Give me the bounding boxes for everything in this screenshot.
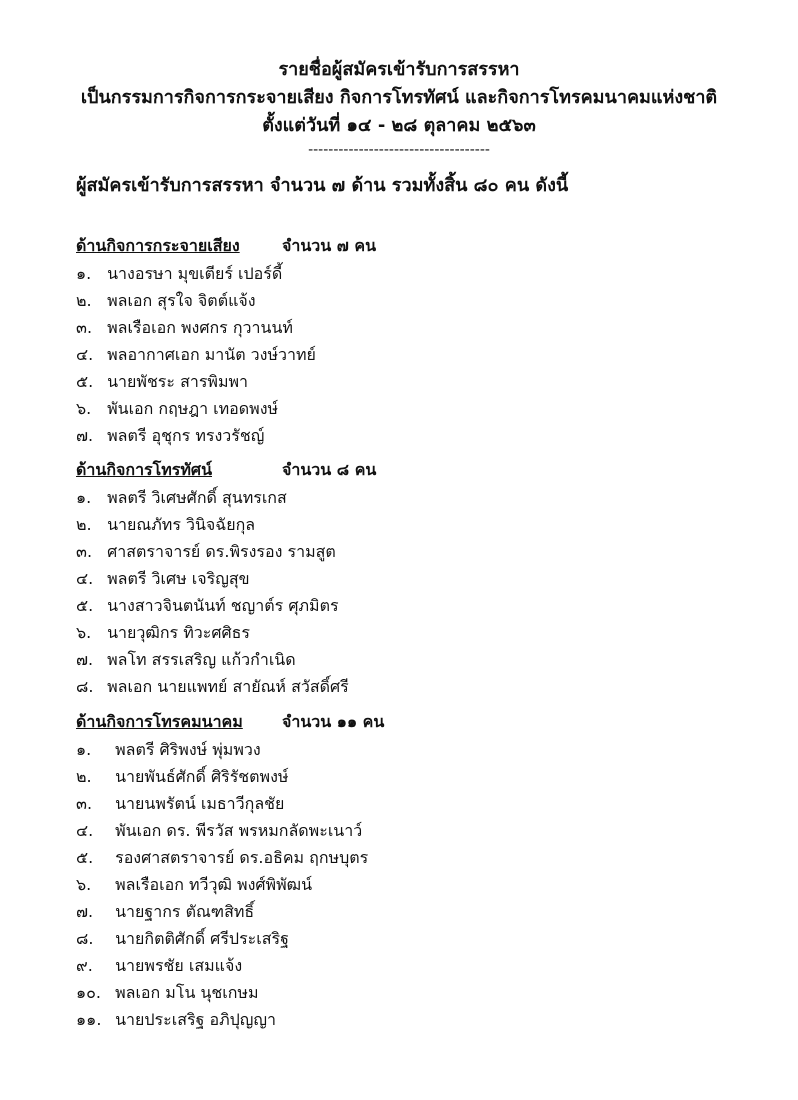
item-number: ๔. — [76, 569, 94, 588]
list-item — [76, 287, 756, 314]
candidate-name: พันเอก กฤษฎา เทอดพงษ์ — [107, 399, 279, 418]
list-item — [76, 979, 756, 1006]
item-number: ๖. — [76, 875, 92, 894]
title-line-2: เป็นกรรมการกิจการกระจายเสียง กิจการโทรทัศน์ และกิจการโทรคมนาคมแห่งชาติ — [80, 87, 718, 108]
candidate-list — [76, 484, 756, 700]
title-line-1: รายชื่อผู้สมัครเข้ารับการสรรหา — [278, 59, 520, 80]
item-number: ๔. — [76, 821, 94, 840]
section-count: จำนวน ๘ คน — [282, 460, 377, 479]
item-number: ๔. — [76, 345, 94, 364]
item-number: ๖. — [76, 623, 92, 642]
candidate-name: พลเอก สุรใจ จิตต์แจ้ง — [107, 291, 256, 310]
candidate-name: นายพรชัย เสมแจ้ง — [115, 956, 243, 975]
list-item — [76, 925, 756, 952]
item-number: ๕. — [76, 596, 94, 615]
list-item — [76, 565, 756, 592]
list-item — [76, 395, 756, 422]
section-header — [76, 232, 756, 260]
candidate-name: นายนพรัตน์ เมธาวีกุลชัย — [115, 794, 285, 813]
section-title: ด้านกิจการโทรทัศน์ — [76, 460, 213, 479]
candidate-name: รองศาสตราจารย์ ดร.อธิคม ฤกษบุตร — [115, 848, 369, 867]
candidate-name: พลตรี อุชุกร ทรงวรัชญ์ — [107, 426, 265, 445]
item-number: ๒. — [76, 291, 92, 310]
list-item — [76, 646, 756, 673]
item-number: ๕. — [76, 848, 94, 867]
title-divider: ------------------------------------ — [308, 142, 490, 158]
list-item — [76, 871, 756, 898]
list-item — [76, 736, 756, 763]
list-item — [76, 763, 756, 790]
candidate-name: ศาสตราจารย์ ดร.พิรงรอง รามสูต — [107, 542, 336, 561]
candidate-name: นายพัชระ สารพิมพา — [107, 372, 249, 391]
section-broadcasting — [76, 232, 756, 449]
candidate-list — [76, 736, 756, 1033]
candidate-name: นางสาวจินตนันท์ ชญาต์ร ศุภมิตร — [107, 596, 339, 615]
candidate-name: พลตรี วิเศษ เจริญสุข — [107, 569, 250, 588]
candidate-name: พลเรือเอก พงศกร กุวานนท์ — [107, 318, 293, 337]
item-number: ๑๐. — [76, 983, 102, 1002]
candidate-name: พลอากาศเอก มานัต วงษ์วาทย์ — [107, 345, 316, 364]
list-item — [76, 511, 756, 538]
candidate-name: นายวุฒิกร ทิวะศศิธร — [107, 623, 250, 642]
item-number: ๗. — [76, 650, 94, 669]
candidate-name: พลตรี วิเศษศักดิ์ สุนทรเกส — [107, 488, 287, 507]
candidate-name: นางอรษา มุขเตียร์ เปอร์ดี้ — [107, 264, 283, 283]
item-number: ๑. — [76, 264, 92, 283]
candidate-name: นายประเสริฐ อภิปุญญา — [115, 1010, 277, 1029]
candidate-name: นายฐากร ตัณฑสิทธิ์ — [115, 902, 255, 921]
item-number: ๑. — [76, 488, 92, 507]
list-item — [76, 538, 756, 565]
candidate-list — [76, 260, 756, 449]
candidate-name: พลเอก นายแพทย์ สายัณห์ สวัสดิ์ศรี — [107, 677, 349, 696]
section-header — [76, 708, 756, 736]
list-item — [76, 619, 756, 646]
candidate-name: นายพันธ์ศักดิ์ ศิริรัชตพงษ์ — [115, 767, 289, 786]
list-item — [76, 484, 756, 511]
list-item — [76, 844, 756, 871]
list-item — [76, 592, 756, 619]
item-number: ๑๑. — [76, 1010, 102, 1029]
list-item — [76, 817, 756, 844]
candidate-name: นายณภัทร วินิจฉัยกุล — [107, 515, 256, 534]
section-television — [76, 456, 756, 700]
list-item — [76, 260, 756, 287]
list-item — [76, 1006, 756, 1033]
item-number: ๒. — [76, 767, 92, 786]
item-number: ๘. — [76, 929, 94, 948]
item-number: ๖. — [76, 399, 92, 418]
candidate-name: พันเอก ดร. พีรวัส พรหมกลัดพะเนาว์ — [115, 821, 363, 840]
item-number: ๓. — [76, 318, 93, 337]
item-number: ๕. — [76, 372, 94, 391]
list-item — [76, 341, 756, 368]
section-header — [76, 456, 756, 484]
section-title: ด้านกิจการกระจายเสียง — [76, 236, 240, 255]
title-line-3: ตั้งแต่วันที่ ๑๔ - ๒๘ ตุลาคม ๒๕๖๓ — [262, 115, 536, 136]
summary-line: ผู้สมัครเข้ารับการสรรหา จำนวน ๗ ด้าน รวมทั้งสิ้น ๘๐ คน ดังนี้ — [76, 175, 569, 196]
item-number: ๓. — [76, 794, 93, 813]
list-item — [76, 673, 756, 700]
list-item — [76, 368, 756, 395]
candidate-name: พลโท สรรเสริญ แก้วกำเนิด — [107, 650, 296, 669]
section-telecommunications — [76, 708, 756, 1033]
item-number: ๗. — [76, 426, 94, 445]
section-title: ด้านกิจการโทรคมนาคม — [76, 712, 243, 731]
list-item — [76, 952, 756, 979]
candidate-name: พลตรี ศิริพงษ์ พุ่มพวง — [115, 740, 261, 759]
list-item — [76, 314, 756, 341]
list-item — [76, 898, 756, 925]
list-item — [76, 790, 756, 817]
candidate-name: นายกิตติศักดิ์ ศรีประเสริฐ — [115, 929, 289, 948]
item-number: ๓. — [76, 542, 93, 561]
list-item — [76, 422, 756, 449]
candidate-name: พลเอก มโน นุชเกษม — [115, 983, 259, 1002]
item-number: ๘. — [76, 677, 94, 696]
section-count: จำนวน ๑๑ คน — [282, 712, 385, 731]
item-number: ๗. — [76, 902, 94, 921]
section-count: จำนวน ๗ คน — [282, 236, 377, 255]
item-number: ๑. — [76, 740, 92, 759]
item-number: ๙. — [76, 956, 93, 975]
candidate-name: พลเรือเอก ทวีวุฒิ พงศ์พิพัฒน์ — [115, 875, 313, 894]
item-number: ๒. — [76, 515, 92, 534]
